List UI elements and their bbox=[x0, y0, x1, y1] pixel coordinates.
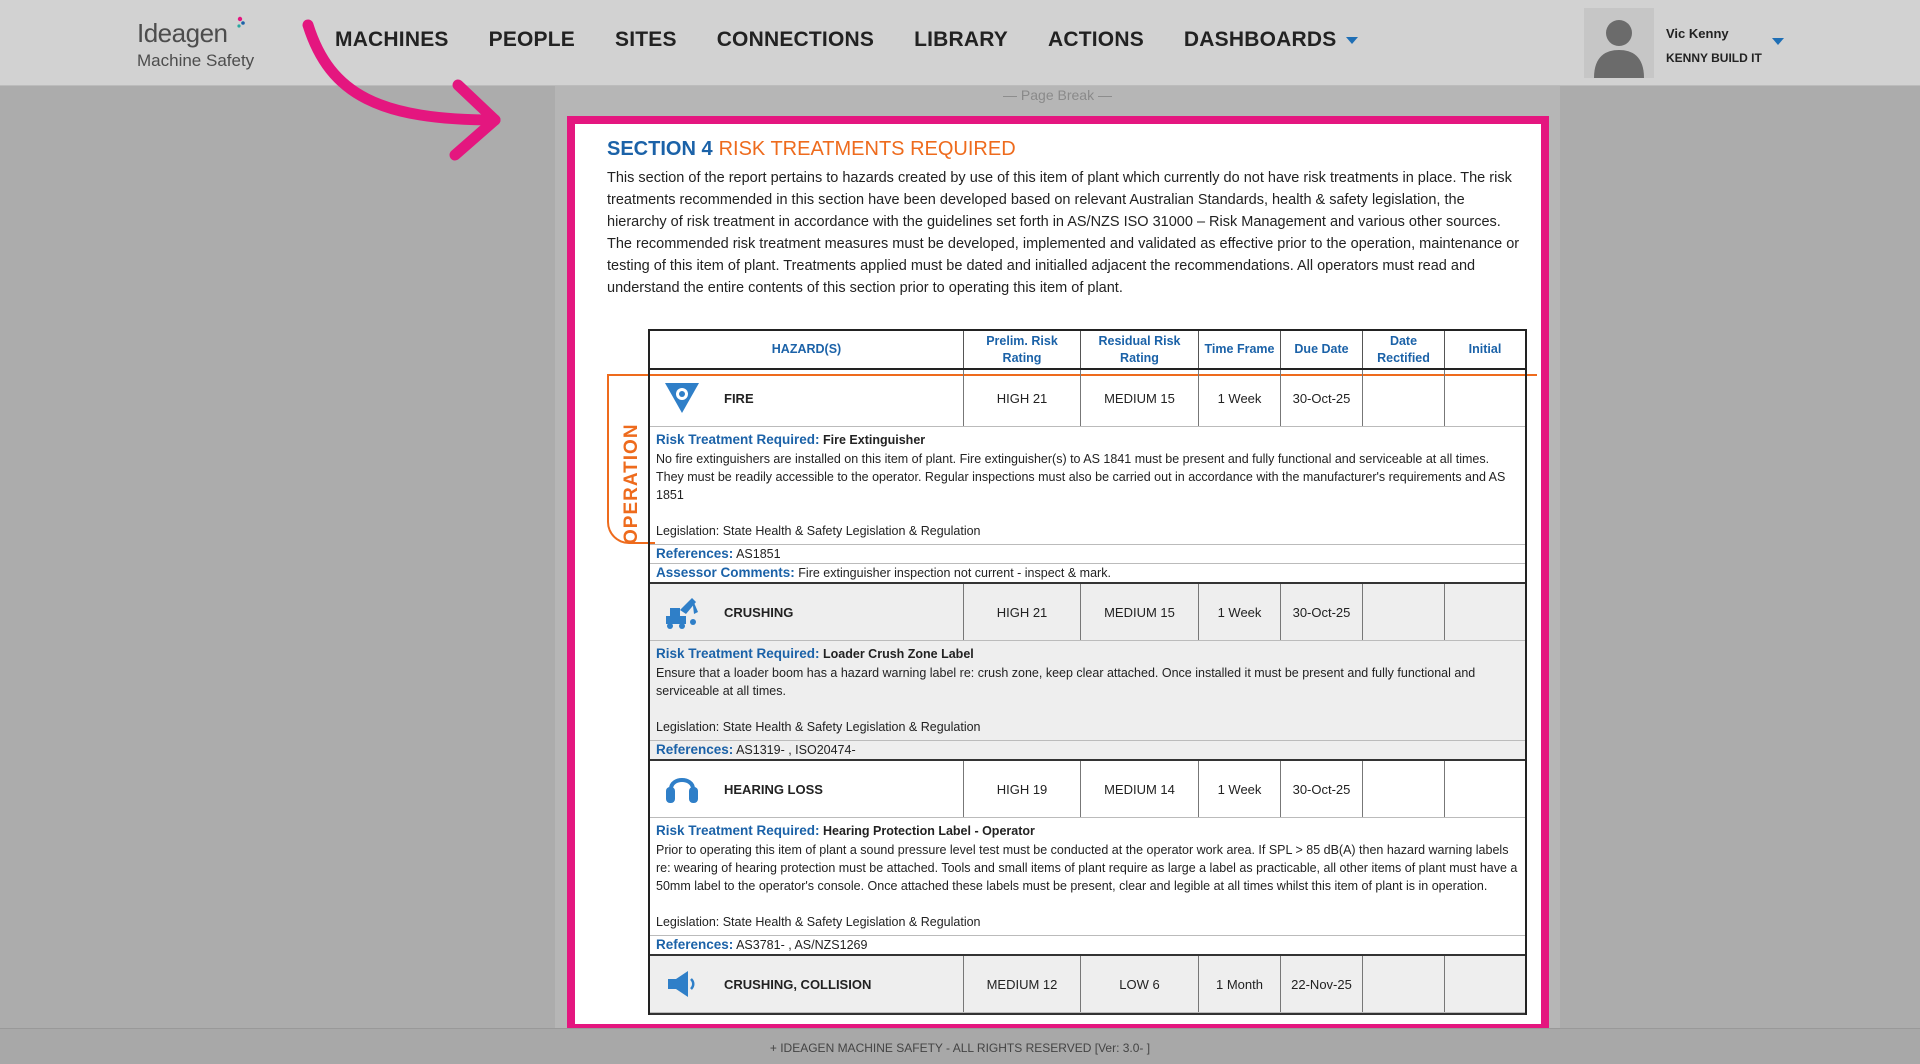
hazard-name-cell bbox=[650, 761, 964, 817]
risk-treatment-label: Risk Treatment Required: bbox=[656, 823, 820, 838]
date-rectified bbox=[1363, 761, 1445, 817]
excavator-icon bbox=[662, 592, 702, 632]
nav-people[interactable]: PEOPLE bbox=[488, 28, 575, 51]
table-header bbox=[650, 331, 1525, 370]
nav-dashboards[interactable] bbox=[1184, 28, 1359, 52]
hazard-hearing-loss bbox=[650, 761, 1525, 956]
references-row bbox=[650, 544, 1525, 563]
risk-table bbox=[648, 329, 1527, 1015]
due-date: 30-Oct-25 bbox=[1281, 584, 1363, 640]
references-value: AS1319- , ISO20474- bbox=[736, 743, 856, 757]
legislation: Legislation: State Health & Safety Legislation & Regulation bbox=[656, 720, 981, 734]
fire-icon bbox=[662, 378, 702, 418]
hazard-name: HEARING LOSS bbox=[724, 781, 823, 797]
highlighted-section bbox=[567, 116, 1549, 1032]
speaker-icon bbox=[662, 964, 702, 1004]
nav-sites[interactable]: SITES bbox=[615, 28, 677, 51]
hazard-details bbox=[650, 818, 1525, 935]
hazard-name-cell bbox=[650, 956, 964, 1012]
legislation: Legislation: State Health & Safety Legislation & Regulation bbox=[656, 524, 981, 538]
nav-actions[interactable]: ACTIONS bbox=[1048, 28, 1144, 51]
hazard-name: FIRE bbox=[724, 390, 754, 406]
section-number: SECTION 4 bbox=[607, 138, 713, 160]
assessor-comments-label: Assessor Comments: bbox=[656, 565, 795, 580]
table-row bbox=[650, 761, 1525, 818]
col-initial: Initial bbox=[1468, 342, 1502, 356]
references-label: References: bbox=[656, 742, 734, 757]
risk-treatment-value: Loader Crush Zone Label bbox=[823, 647, 974, 661]
ear-protection-icon bbox=[662, 769, 702, 809]
chevron-down-icon[interactable] bbox=[1772, 38, 1784, 45]
due-date: 30-Oct-25 bbox=[1281, 761, 1363, 817]
col-prelim-risk: Prelim. Risk Rating bbox=[964, 331, 1081, 368]
legislation: Legislation: State Health & Safety Legislation & Regulation bbox=[656, 915, 981, 929]
col-time-frame: Time Frame bbox=[1199, 331, 1281, 368]
pointer-arrow-icon bbox=[290, 15, 510, 175]
hazard-name-cell bbox=[650, 584, 964, 640]
col-residual-risk: Residual Risk Rating bbox=[1081, 331, 1199, 368]
operation-label: OPERATION bbox=[621, 423, 642, 544]
risk-treatment-label: Risk Treatment Required: bbox=[656, 646, 820, 661]
hazard-details bbox=[650, 427, 1525, 544]
assessor-comments-row bbox=[650, 563, 1525, 582]
treatment-description: No fire extinguishers are installed on this item of plant. Fire extinguisher(s) to AS 1841 must be present and fully functional and serviceable at all times. They must be readily accessible to the operator. Regular inspections must also be carried out in accordance with the manufacturer's requirements and AS 1851 bbox=[656, 452, 1506, 502]
nav-dashboards-label: DASHBOARDS bbox=[1183, 28, 1337, 51]
initial bbox=[1445, 370, 1525, 426]
table-row bbox=[650, 956, 1525, 1013]
hazard-name-cell bbox=[650, 370, 964, 426]
table-row bbox=[650, 370, 1525, 427]
hazard-name: CRUSHING, COLLISION bbox=[724, 976, 872, 992]
user-company: KENNY BUILD IT bbox=[1666, 51, 1762, 65]
risk-treatment-value: Fire Extinguisher bbox=[823, 433, 926, 447]
treatment-description: Ensure that a loader boom has a hazard warning label re: crush zone, keep clear attached. Once installed it must be present and fully functional and serviceable at all times. bbox=[656, 666, 1476, 698]
avatar bbox=[1584, 8, 1654, 78]
due-date: 22-Nov-25 bbox=[1281, 956, 1363, 1012]
prelim-risk: HIGH 21 bbox=[964, 370, 1081, 426]
prelim-risk: MEDIUM 12 bbox=[964, 956, 1081, 1012]
date-rectified bbox=[1363, 956, 1445, 1012]
due-date: 30-Oct-25 bbox=[1281, 370, 1363, 426]
col-date-rectified: Date Rectified bbox=[1363, 331, 1445, 368]
prelim-risk: HIGH 19 bbox=[964, 761, 1081, 817]
time-frame: 1 Week bbox=[1199, 584, 1281, 640]
nav-library[interactable]: LIBRARY bbox=[914, 28, 1009, 51]
table-row bbox=[650, 584, 1525, 641]
nav-connections[interactable]: CONNECTIONS bbox=[716, 28, 875, 51]
col-hazards: HAZARD(S) bbox=[650, 331, 964, 368]
page-break: — Page Break — bbox=[1003, 87, 1112, 103]
nav-machines[interactable]: MACHINES bbox=[335, 28, 449, 51]
section-intro: This section of the report pertains to hazards created by use of this item of plant which currently do not have risk treatments in place. The risk treatments recommended in this section have been developed based on relevant Australian Standards, health & safety legislation, the hierarchy of risk treatment in accordance with the guidelines set forth in AS/NZS ISO 31000 – Risk Management and various other sources. The recommended risk treatment measures must be developed, implemented and validated as effective prior to the operation, maintenance or testing of this item of plant. Treatments applied must be dated and initialled adjacent the recommendations. All operators must read and understand the entire contents of this section prior to operating this item of plant. bbox=[607, 170, 1520, 296]
risk-treatment-label: Risk Treatment Required: bbox=[656, 432, 820, 447]
ideagen-logo[interactable] bbox=[137, 18, 277, 71]
references-row bbox=[650, 740, 1525, 759]
chevron-down-icon bbox=[1346, 37, 1358, 44]
references-label: References: bbox=[656, 546, 734, 561]
initial bbox=[1445, 956, 1525, 1012]
date-rectified bbox=[1363, 584, 1445, 640]
risk-treatment-value: Hearing Protection Label - Operator bbox=[823, 824, 1035, 838]
user-silhouette-icon bbox=[1584, 8, 1654, 78]
logo-dots-icon bbox=[231, 16, 245, 30]
date-rectified bbox=[1363, 370, 1445, 426]
logo-name: Ideagen bbox=[137, 18, 228, 48]
user-name: Vic Kenny bbox=[1666, 26, 1729, 41]
section-heading bbox=[607, 138, 1525, 161]
hazard-crushing-collision bbox=[650, 956, 1525, 1015]
time-frame: 1 Week bbox=[1199, 761, 1281, 817]
assessor-comments-value: Fire extinguisher inspection not current - inspect & mark. bbox=[798, 566, 1111, 580]
section-4 bbox=[607, 138, 1525, 299]
treatment-description: Prior to operating this item of plant a sound pressure level test must be conducted at the operator work area. If SPL > 85 dB(A) then hazard warning labels re: wearing of hearing protection must be attached. Tools and small items of plant require as large a label as practicable, all other items of plant must have a 50mm label to the operator's console. Once attached these labels must be present, clear and legible at all times whilst this item of plant is in operation. bbox=[656, 843, 1518, 893]
residual-risk: MEDIUM 14 bbox=[1081, 761, 1199, 817]
prelim-risk: HIGH 21 bbox=[964, 584, 1081, 640]
section-title: RISK TREATMENTS REQUIRED bbox=[718, 138, 1016, 160]
col-due-date: Due Date bbox=[1281, 331, 1363, 368]
references-label: References: bbox=[656, 937, 734, 952]
hazard-details bbox=[650, 641, 1525, 740]
residual-risk: MEDIUM 15 bbox=[1081, 370, 1199, 426]
references-row bbox=[650, 935, 1525, 954]
time-frame: 1 Week bbox=[1199, 370, 1281, 426]
footer: + IDEAGEN MACHINE SAFETY - ALL RIGHTS RESERVED [Ver: 3.0- ] bbox=[0, 1028, 1920, 1064]
residual-risk: MEDIUM 15 bbox=[1081, 584, 1199, 640]
hazard-name: CRUSHING bbox=[724, 604, 794, 620]
residual-risk: LOW 6 bbox=[1081, 956, 1199, 1012]
references-value: AS3781- , AS/NZS1269 bbox=[736, 938, 868, 952]
logo-subtitle: Machine Safety bbox=[137, 51, 255, 70]
references-value: AS1851 bbox=[736, 547, 781, 561]
user-menu[interactable] bbox=[1584, 8, 1794, 78]
hazard-crushing bbox=[650, 584, 1525, 761]
top-navigation-bar bbox=[0, 0, 1920, 86]
hazard-fire bbox=[650, 370, 1525, 584]
initial bbox=[1445, 584, 1525, 640]
initial bbox=[1445, 761, 1525, 817]
time-frame: 1 Month bbox=[1199, 956, 1281, 1012]
